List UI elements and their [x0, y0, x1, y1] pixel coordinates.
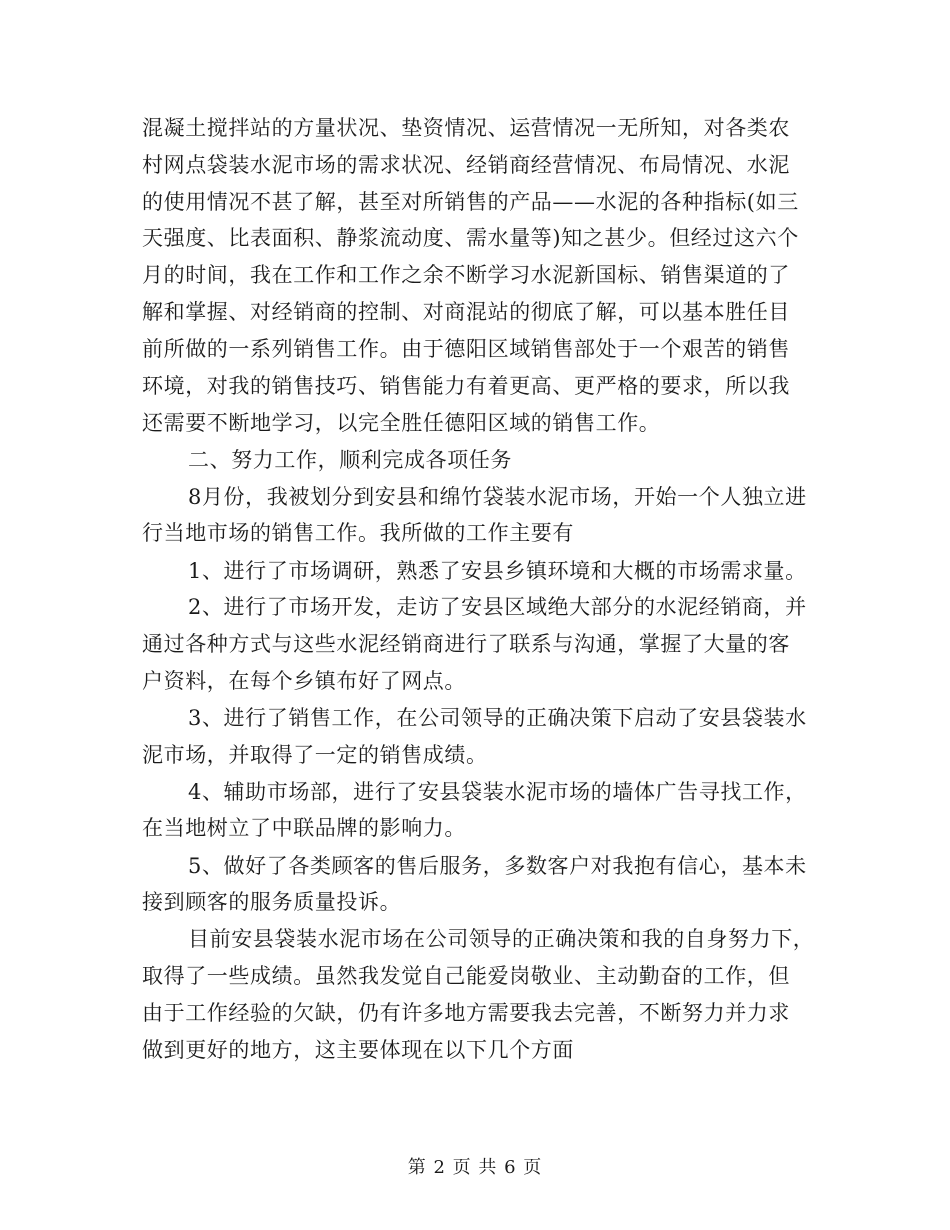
text-line: 天强度、比表面积、静浆流动度、需水量等)知之甚少。但经过这六个 — [142, 226, 799, 250]
text-line: 前所做的一系列销售工作。由于德阳区域销售部处于一个艰苦的销售 — [142, 337, 790, 361]
list-item-text: 5、做好了各类顾客的售后服务，多数客户对我抱有信心，基本未 — [188, 854, 807, 878]
text-line: 混凝土搅拌站的方量状况、垫资情况、运营情况一无所知，对各类农 — [142, 116, 790, 140]
text-line: 行当地市场的销售工作。我所做的工作主要有 — [142, 521, 574, 545]
text-line: 户资料，在每个乡镇布好了网点。 — [142, 669, 466, 693]
list-item-text: 3、进行了销售工作，在公司领导的正确决策下启动了安县袋装水 — [188, 706, 807, 730]
text-line: 解和掌握、对经销商的控制、对商混站的彻底了解，可以基本胜任目 — [142, 300, 790, 324]
text-line: 在当地树立了中联品牌的影响力。 — [142, 816, 466, 840]
text-line: 村网点袋装水泥市场的需求状况、经销商经营情况、布局情况、水泥 — [142, 153, 790, 177]
list-item-text: 1、进行了市场调研，熟悉了安县乡镇环境和大概的市场需求量。 — [188, 559, 807, 583]
text-line: 还需要不断地学习，以完全胜任德阳区域的销售工作。 — [142, 411, 661, 435]
section-heading: 二、努力工作，顺利完成各项任务 — [188, 448, 512, 472]
text-line: 接到顾客的服务质量投诉。 — [142, 890, 402, 914]
text-line: 8月份，我被划分到安县和绵竹袋装水泥市场，开始一个人独立进 — [188, 485, 807, 509]
list-item-text: 2、进行了市场开发，走访了安县区域绝大部分的水泥经销商，并 — [188, 595, 807, 619]
text-line: 由于工作经验的欠缺，仍有许多地方需要我去完善，不断努力并力求 — [142, 1001, 790, 1025]
page-number-footer: 第 2 页 共 6 页 — [407, 1157, 543, 1178]
text-line: 做到更好的地方，这主要体现在以下几个方面 — [142, 1038, 574, 1062]
text-line: 环境，对我的销售技巧、销售能力有着更高、更严格的要求，所以我 — [142, 374, 790, 398]
text-line: 泥市场，并取得了一定的销售成绩。 — [142, 743, 488, 767]
list-item-text: 4、辅助市场部，进行了安县袋装水泥市场的墙体广告寻找工作， — [188, 780, 807, 804]
text-line: 月的时间，我在工作和工作之余不断学习水泥新国标、销售渠道的了 — [142, 263, 790, 287]
text-line: 目前安县袋装水泥市场在公司领导的正确决策和我的自身努力下， — [188, 927, 815, 951]
text-line: 取得了一些成绩。虽然我发觉自己能爱岗敬业、主动勤奋的工作，但 — [142, 964, 790, 988]
text-line: 的使用情况不甚了解，甚至对所销售的产品——水泥的各种指标(如三 — [142, 190, 799, 214]
text-line: 通过各种方式与这些水泥经销商进行了联系与沟通，掌握了大量的客 — [142, 632, 790, 656]
